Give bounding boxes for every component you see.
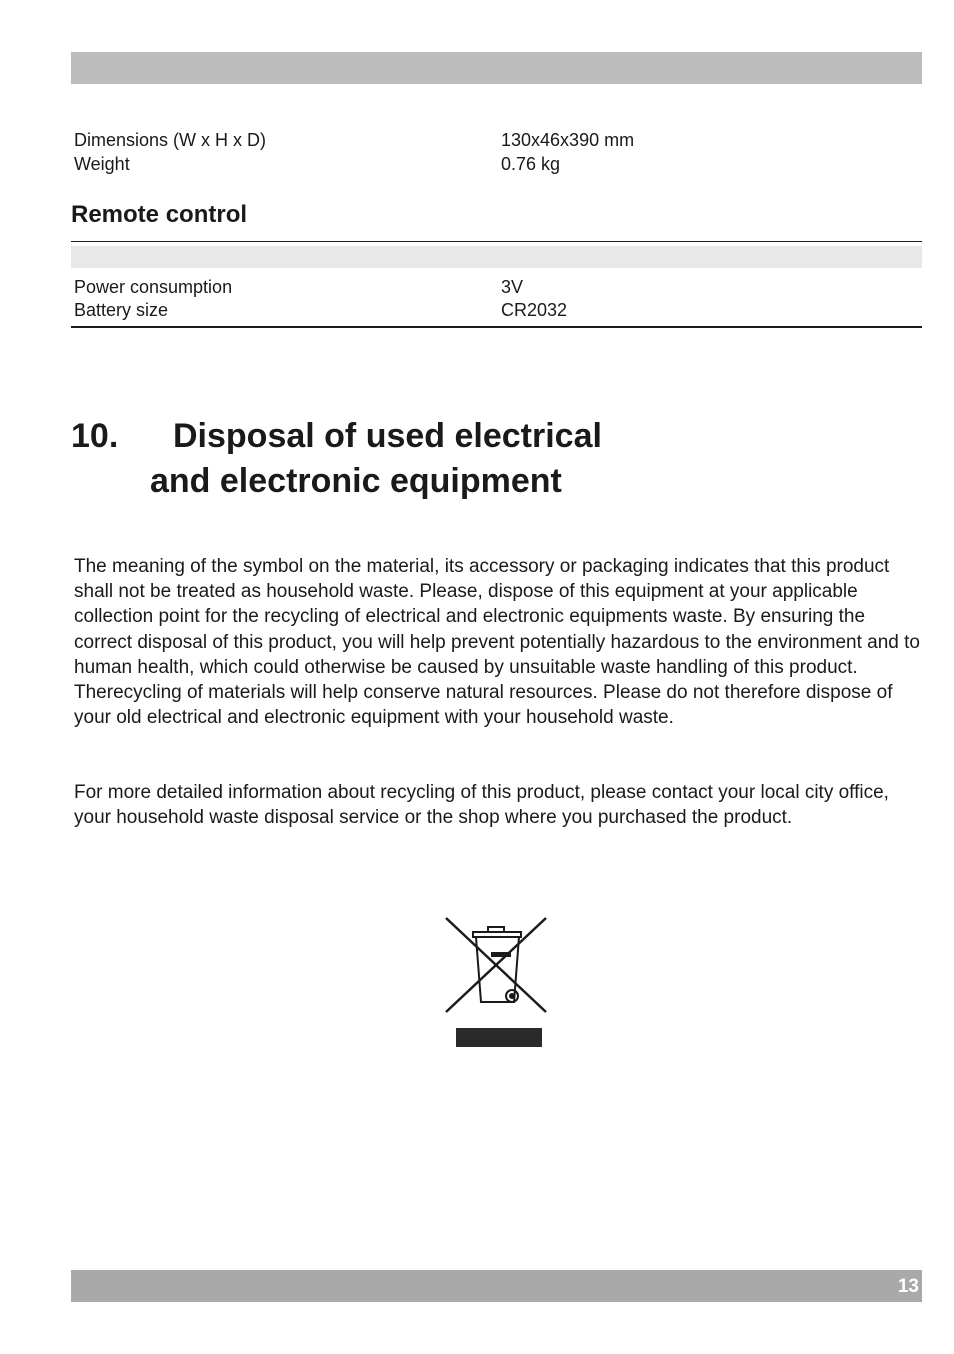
remote-control-heading: Remote control bbox=[71, 201, 248, 228]
spec-value: CR2032 bbox=[501, 300, 568, 320]
page-number: 13 bbox=[897, 1276, 919, 1297]
disposal-paragraph: The meaning of the symbol on the material, its accessory or packaging indicates that this product shall not be treated as household waste. Please, dispose of this equipment at your applicable collection point for the recycling of electrical and electronic equipments waste. By ensuring the correct disposal of this product, you will help prevent potentially hazardous to the environment and to human health, which could otherwise be caused by unsuitable waste handling of this product. Therecycling of materials will help conserve natural resources. Please do not therefore dispose of your old electrical and electronic equipment with your household waste. bbox=[74, 556, 920, 729]
spec-value: 3V bbox=[501, 277, 524, 297]
weee-crossed-bin-icon bbox=[440, 914, 552, 1050]
contact-paragraph: For more detailed information about recycling of this product, please contact your local city office, your household waste disposal service or the shop where you purchased the product. bbox=[74, 782, 889, 829]
section-title-line1: Disposal of used electrical bbox=[173, 417, 602, 455]
spec-value: 0.76 kg bbox=[501, 154, 561, 174]
section-title-line2: and electronic equipment bbox=[150, 462, 562, 500]
table-bottom-rule bbox=[71, 326, 922, 328]
table-top-rule bbox=[71, 241, 922, 242]
spec-value: 130x46x390 mm bbox=[501, 130, 635, 150]
spec-label: Battery size bbox=[74, 300, 169, 320]
spec-label: Dimensions (W x H x D) bbox=[74, 130, 267, 150]
header-bar bbox=[71, 52, 922, 84]
section-number: 10. bbox=[71, 417, 119, 455]
spec-label: Power consumption bbox=[74, 277, 233, 297]
spec-label: Weight bbox=[74, 154, 130, 174]
table-header-band bbox=[71, 246, 922, 268]
footer-bar bbox=[71, 1270, 922, 1302]
